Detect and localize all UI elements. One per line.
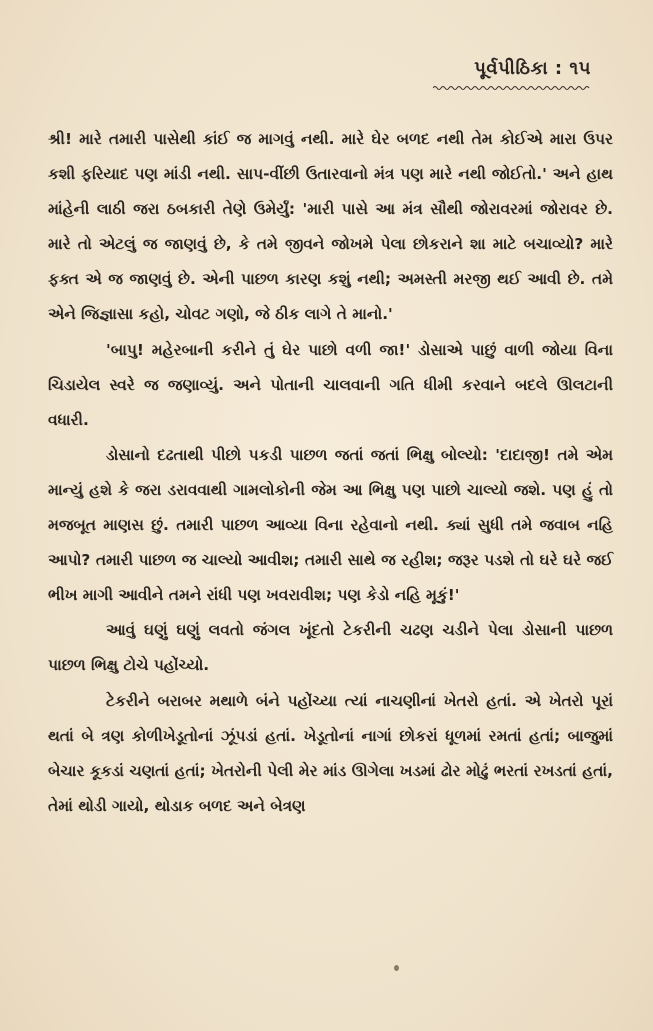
running-title: પૂર્વપીઠિકા : ૧૫	[474, 58, 591, 79]
page-speck	[394, 965, 399, 971]
header-wavy-rule	[433, 85, 591, 91]
paragraph-3: ડોસાનો દઢતાથી પીછો પકડી પાછળ જતાં જતાં ભિક્ષુ બોલ્યો: 'દાદાજી! તમે એમ માન્યું હશે કે જરા ડરાવવાથી ગામલોકોની જેમ આ ભિક્ષુ પણ પાછો ચાલ્યો જશે. પણ હું તો મજબૂત માણસ છું. તમારી પાછળ આવ્યા વિના રહેવાનો નથી. ક્યાં સુધી તમે જવાબ નહિ આપો? તમારી પાછળ જ ચાલ્યો આવીશ; તમારી સાથે જ રહીશ; જરૂર પડશે તો ઘરે ઘરે જઈ ભીખ માગી આવીને તમને રાંધી પણ ખવરાવીશ; પણ કેડો નહિ મૂકું!'	[48, 445, 613, 605]
page-header	[433, 58, 591, 91]
paragraph-4: આવું ઘણું ઘણું લવતો જંગલ ખૂંદતો ટેકરીની ચઢણ ચડીને પેલા ડોસાની પાછળ પાછળ ભિક્ષુ ટોચે પહોંચ્યો.	[48, 621, 613, 675]
paragraph-1: શ્રી! મારે તમારી પાસેથી કાંઈ જ માગવું નથી. મારે ઘેર બળદ નથી તેમ કોઈએ મારા ઉપર કશી ફરિયાદ પણ માંડી નથી. સાપ-વીંછી ઉતારવાનો મંત્ર પણ મારે નથી જોઈતો.' અને હાથ માંહેની લાઠી જરા ઠબકારી તેણે ઉમેર્યું: 'મારી પાસે આ મંત્ર સૌથી જોરાવરમાં જોરાવર છે. મારે તો એટલું જ જાણવું છે, કે તમે જીવને જોખમે પેલા છોકરાને શા માટે બચાવ્યો? મારે ફક્ત એ જ જાણવું છે. એની પાછળ કારણ કશું નથી; અમસ્તી મરજી થઈ આવી છે. તમે એને જિજ્ઞાસા કહો, ચોવટ ગણો, જે ઠીક લાગે તે માનો.'	[48, 130, 613, 324]
paragraph-2: 'બાપુ! મહેરબાની કરીને તું ઘેર પાછો વળી જા!' ડોસાએ પાછું વાળી જોયા વિના ચિડાયેલ સ્વરે જ જણાવ્યું. અને પોતાની ચાલવાની ગતિ ધીમી કરવાને બદલે ઊલટાની વધારી.	[48, 340, 613, 429]
paragraph-5: ટેકરીને બરાબર મથાળે બંને પહોંચ્યા ત્યાં નાચણીનાં ખેતરો હતાં. એ ખેતરો પૂરાં થતાં બે ત્રણ કોળીખેડૂતોનાં ઝૂંપડાં હતાં. ખેડૂતોનાં નાગાં છોકરાં ધૂળમાં રમતાં હતાં; બાજુમાં બેચાર કૂકડાં ચણતાં હતાં; ખેતરોની પેલી મેર માંડ ઊગેલા ખડમાં ઢોર મોઢું ભરતાં રખડતાં હતાં, તેમાં થોડી ગાયો, થોડાક બળદ અને બેત્રણ	[48, 691, 613, 815]
body-text	[48, 122, 613, 824]
